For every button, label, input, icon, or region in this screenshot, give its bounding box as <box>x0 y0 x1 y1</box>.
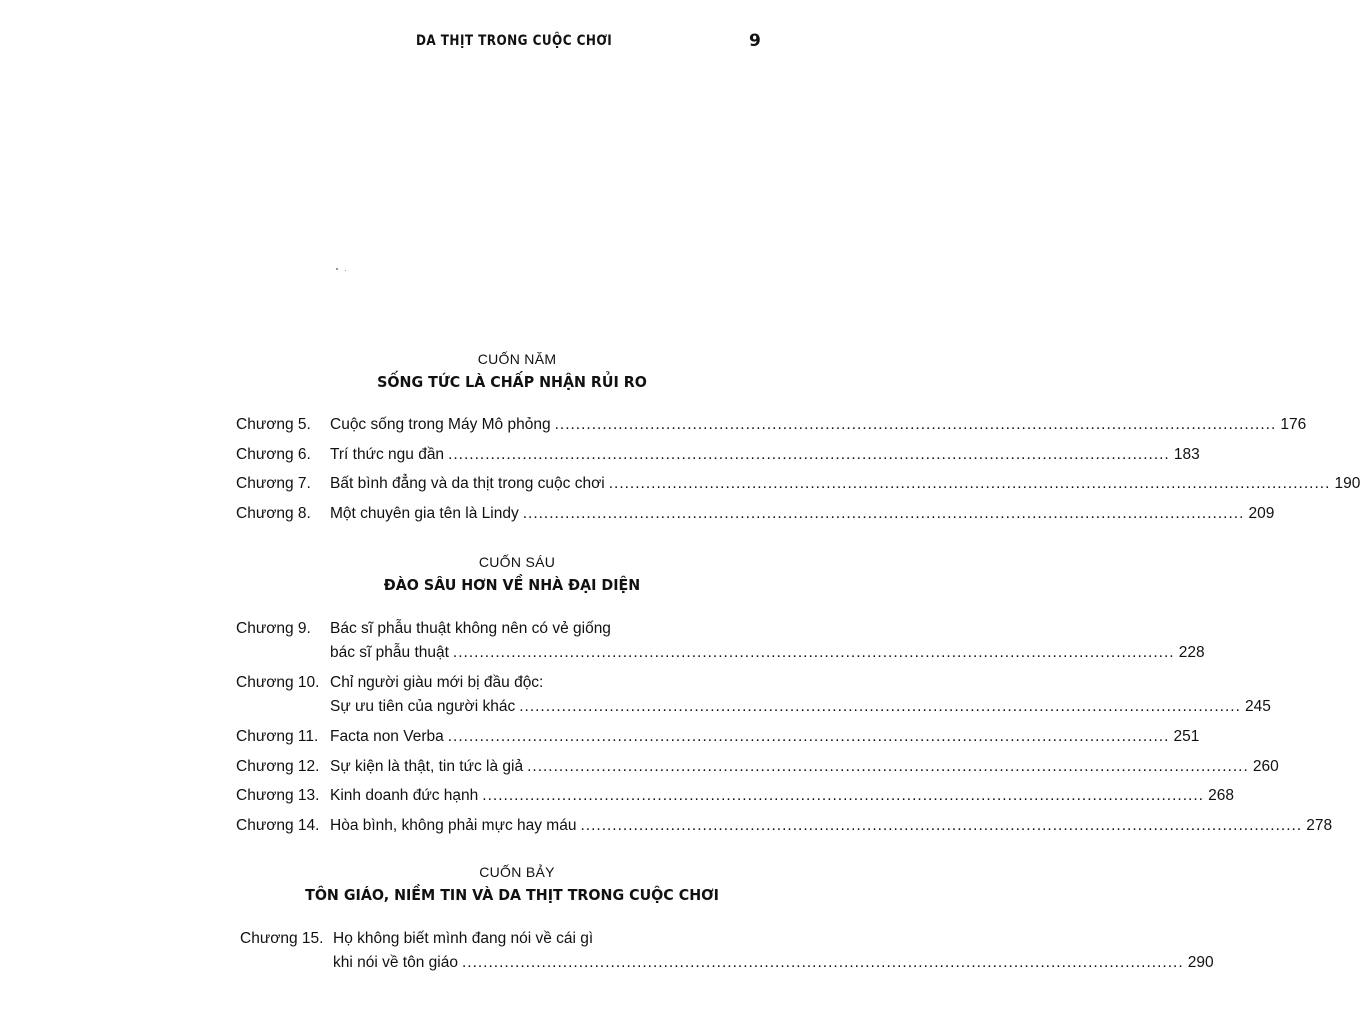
chapter-page: 228 <box>1178 644 1205 661</box>
chapter-title-line-1: Bác sĩ phẫu thuật không nên có vẻ giống <box>330 620 611 637</box>
dot-leader: ........................................................................................................................................ <box>527 757 1249 775</box>
toc-entry-chapter-14[interactable] <box>0 816 1333 847</box>
book-label: CUỐN NĂM <box>477 351 557 367</box>
scan-speck <box>345 270 346 271</box>
chapter-page: 278 <box>1306 816 1333 834</box>
chapter-label: Chương 7. <box>236 475 311 492</box>
chapter-page: 190 <box>1334 475 1360 492</box>
chapter-title-line-2: khi nói về tôn giáo <box>333 954 458 971</box>
toc-entry-chapter-10[interactable] <box>0 674 1271 728</box>
chapter-label: Chương 8. <box>236 504 311 522</box>
chapter-label: Chương 14. <box>236 816 320 834</box>
chapter-page: 209 <box>1248 504 1275 522</box>
dot-leader: ........................................................................................................................................ <box>448 445 1170 463</box>
chapter-title-line-1: Họ không biết mình đang nói về cái gì <box>333 930 594 947</box>
dot-leader: ........................................................................................................................................ <box>519 698 1241 715</box>
chapter-title: Bất bình đẳng và da thịt trong cuộc chơi <box>330 475 605 492</box>
toc-entry-chapter-15[interactable] <box>0 930 1214 984</box>
toc-list-book-5 <box>0 416 1360 534</box>
chapter-page: 176 <box>1280 416 1307 433</box>
chapter-label: Chương 13. <box>236 787 320 804</box>
toc-entry-chapter-9[interactable] <box>0 620 1205 674</box>
running-title: DA THỊT TRONG CUỘC CHƠI <box>416 33 613 49</box>
chapter-title: Hòa bình, không phải mực hay máu <box>330 816 577 834</box>
chapter-label: Chương 6. <box>236 445 311 463</box>
book-section-5 <box>0 351 1024 391</box>
toc-entry-chapter-11[interactable] <box>0 728 1200 758</box>
toc-entry-chapter-8[interactable] <box>0 504 1275 535</box>
running-header <box>0 33 1024 55</box>
page-number: 9 <box>749 31 761 51</box>
chapter-title-line-2: bác sĩ phẫu thuật <box>330 644 449 661</box>
toc-entry-chapter-5[interactable] <box>0 416 1307 446</box>
scan-speck <box>336 268 338 270</box>
chapter-title: Một chuyên gia tên là Lindy <box>330 504 519 522</box>
toc-entry-chapter-13[interactable] <box>0 787 1234 817</box>
chapter-page: 251 <box>1173 728 1200 745</box>
chapter-title: Trí thức ngu đần <box>330 445 445 463</box>
dot-leader: ........................................................................................................................................ <box>482 787 1204 804</box>
book-section-6 <box>0 554 1024 594</box>
chapter-label: Chương 5. <box>236 416 311 433</box>
dot-leader: ........................................................................................................................................ <box>461 954 1184 971</box>
chapter-title: Facta non Verba <box>330 728 444 745</box>
chapter-label: Chương 15. <box>240 930 324 947</box>
chapter-title: Kinh doanh đức hạnh <box>330 787 479 804</box>
chapter-page: 183 <box>1173 445 1200 463</box>
book-title: SỐNG TỨC LÀ CHẤP NHẬN RỦI RO <box>377 373 647 391</box>
toc-list-book-7 <box>0 930 1214 984</box>
book-section-7 <box>0 864 1024 904</box>
chapter-label: Chương 10. <box>236 674 320 691</box>
dot-leader: ........................................................................................................................................ <box>580 816 1303 834</box>
book-title: TÔN GIÁO, NIỀM TIN VÀ DA THỊT TRONG CUỘC CHƠI <box>305 886 719 904</box>
chapter-title: Sự kiện là thật, tin tức là giả <box>330 757 524 775</box>
chapter-label: Chương 12. <box>236 757 320 775</box>
dot-leader: ........................................................................................................................................ <box>452 644 1175 661</box>
dot-leader: ........................................................................................................................................ <box>554 416 1277 433</box>
chapter-page: 260 <box>1252 757 1279 775</box>
chapter-page: 245 <box>1245 698 1271 715</box>
toc-list-book-6 <box>0 620 1333 846</box>
dot-leader: ........................................................................................................................................ <box>447 728 1170 745</box>
dot-leader: ........................................................................................................................................ <box>522 504 1245 522</box>
toc-entry-chapter-12[interactable] <box>0 757 1279 788</box>
toc-entry-chapter-6[interactable] <box>0 445 1200 476</box>
dot-leader: ........................................................................................................................................ <box>608 475 1331 492</box>
chapter-label: Chương 9. <box>236 620 311 637</box>
book-label: CUỐN BẢY <box>479 864 555 880</box>
chapter-title-line-2: Sự ưu tiên của người khác <box>330 698 516 715</box>
chapter-title-line-1: Chỉ người giàu mới bị đầu độc: <box>330 674 544 691</box>
book-title: ĐÀO SÂU HƠN VỀ NHÀ ĐẠI DIỆN <box>383 576 641 594</box>
chapter-title: Cuộc sống trong Máy Mô phỏng <box>330 416 551 433</box>
chapter-page: 268 <box>1208 787 1234 804</box>
chapter-page: 290 <box>1187 954 1214 971</box>
book-label: CUỐN SÁU <box>478 554 556 570</box>
toc-entry-chapter-7[interactable] <box>0 475 1360 505</box>
chapter-label: Chương 11. <box>236 728 319 745</box>
